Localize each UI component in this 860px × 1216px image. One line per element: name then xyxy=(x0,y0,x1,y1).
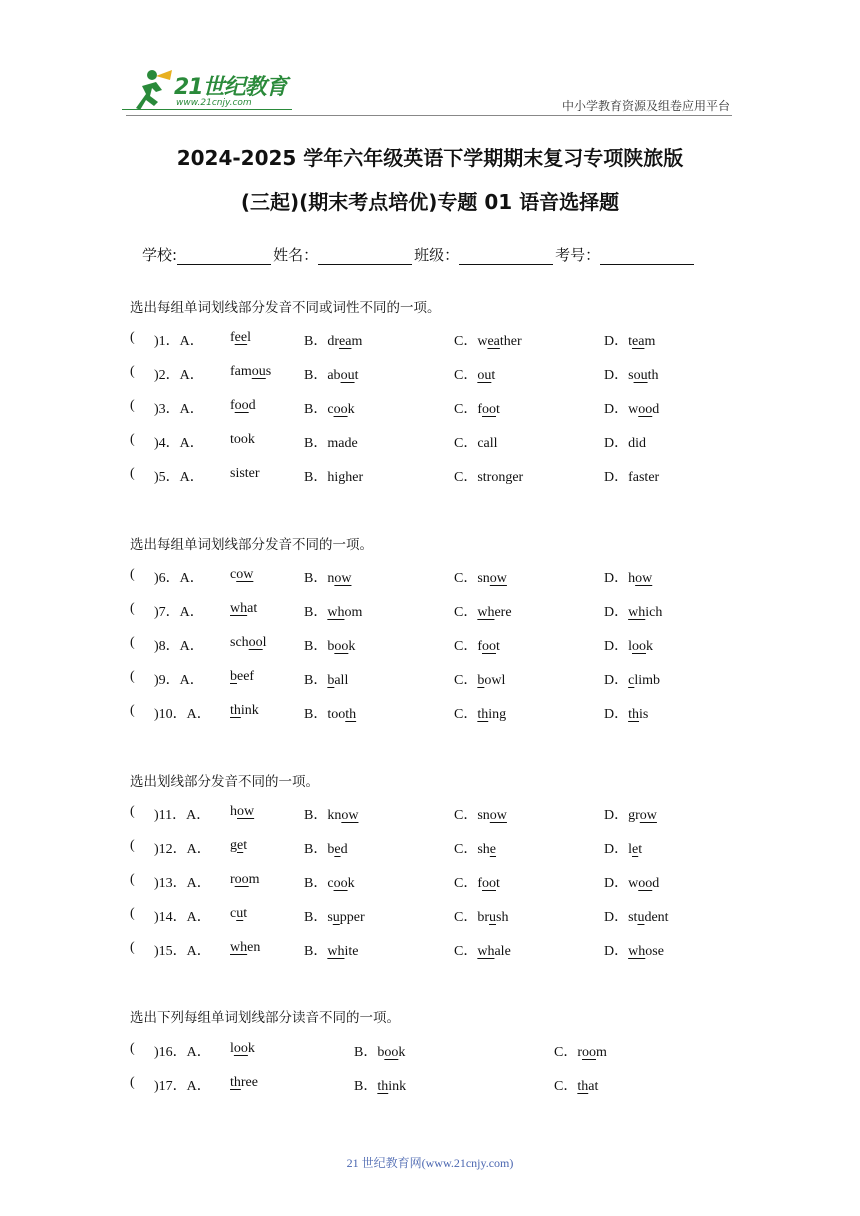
underlined-part: c xyxy=(628,673,635,688)
option-d: D．which xyxy=(604,605,663,620)
underlined-part: ow xyxy=(341,808,359,823)
underlined-part: e xyxy=(489,842,497,857)
number-field[interactable] xyxy=(600,248,694,265)
underlined-part: wh xyxy=(327,944,345,959)
school-label: 学校: xyxy=(142,246,178,264)
answer-paren[interactable]: ( xyxy=(130,364,135,379)
underlined-part: oo xyxy=(333,402,348,417)
underlined-part: ea xyxy=(339,334,352,349)
answer-paren[interactable]: ( xyxy=(130,466,135,481)
underlined-part: u xyxy=(332,910,340,925)
option-a: school xyxy=(230,635,267,650)
underlined-part: u xyxy=(637,910,645,925)
underlined-part: oo xyxy=(333,876,348,891)
option-a: think xyxy=(230,703,259,718)
option-b: B．tooth xyxy=(304,707,357,722)
underlined-part: b xyxy=(477,673,485,688)
underlined-part: wh xyxy=(327,605,345,620)
answer-paren[interactable]: ( xyxy=(130,669,135,684)
underlined-part: ou xyxy=(251,364,266,379)
underlined-part: wh xyxy=(230,601,248,616)
option-a: get xyxy=(230,838,248,853)
option-a: sister xyxy=(230,466,260,481)
option-c: C．whale xyxy=(454,944,511,959)
underlined-part: oo xyxy=(233,1041,248,1056)
underlined-part: e xyxy=(334,842,341,857)
option-b: B．white xyxy=(304,944,359,959)
option-b: B．whom xyxy=(304,605,363,620)
underlined-part: oo xyxy=(384,1045,399,1060)
option-a: food xyxy=(230,398,256,413)
underlined-part: ow xyxy=(635,571,653,586)
logo-url: www.21cnjy.com xyxy=(176,98,252,108)
underlined-part: oo xyxy=(638,876,653,891)
option-b: B．cook xyxy=(304,876,355,891)
option-b: B．higher xyxy=(304,470,364,485)
section-1-instruction: 选出每组单词划线部分发音不同或词性不同的一项。 xyxy=(130,300,441,316)
underlined-part: ow xyxy=(489,808,507,823)
underlined-part: oo xyxy=(582,1045,596,1060)
option-c: C．out xyxy=(454,368,496,383)
option-a: what xyxy=(230,601,258,616)
question-number: )11．A． xyxy=(154,808,211,823)
underlined-part: wh xyxy=(477,944,495,959)
option-c: C．foot xyxy=(454,402,500,417)
option-c: C．where xyxy=(454,605,512,620)
underlined-part: wh xyxy=(628,944,646,959)
question-number: )12．A． xyxy=(154,842,211,857)
question-number: )7．A． xyxy=(154,605,204,620)
option-b: B．about xyxy=(304,368,359,383)
header-divider xyxy=(126,115,732,116)
option-d: D．did xyxy=(604,436,646,451)
option-d: D．student xyxy=(604,910,669,925)
answer-paren[interactable]: ( xyxy=(130,872,135,887)
question-number: )2．A． xyxy=(154,368,204,383)
underlined-part: ea xyxy=(487,334,500,349)
answer-paren[interactable]: ( xyxy=(130,940,135,955)
option-d: D．whose xyxy=(604,944,664,959)
option-d: D．south xyxy=(604,368,659,383)
underlined-part: th xyxy=(628,707,640,722)
option-b: B．think xyxy=(354,1079,407,1094)
answer-paren[interactable]: ( xyxy=(130,330,135,345)
answer-paren[interactable]: ( xyxy=(130,1075,135,1090)
answer-paren[interactable]: ( xyxy=(130,838,135,853)
option-a: three xyxy=(230,1075,258,1090)
underlined-part: b xyxy=(327,673,335,688)
option-a: room xyxy=(230,872,260,887)
underlined-part: oo xyxy=(482,402,496,417)
option-c: C．that xyxy=(554,1079,599,1094)
question-number: )14．A． xyxy=(154,910,211,925)
option-c: C．call xyxy=(454,436,498,451)
question-number: )5．A． xyxy=(154,470,204,485)
option-a: feel xyxy=(230,330,251,345)
underlined-part: oo xyxy=(482,639,496,654)
option-c: C．weather xyxy=(454,334,522,349)
option-c: C．bowl xyxy=(454,673,506,688)
underlined-part: ow xyxy=(236,567,254,582)
answer-paren[interactable]: ( xyxy=(130,703,135,718)
underlined-part: oo xyxy=(482,876,496,891)
logo-underline xyxy=(122,109,292,110)
option-a: beef xyxy=(230,669,255,684)
underlined-part: th xyxy=(345,707,357,722)
question-number: )16．A． xyxy=(154,1045,211,1060)
class-label: 班级： xyxy=(414,246,460,264)
option-b: B．supper xyxy=(304,910,365,925)
underlined-part: th xyxy=(377,1079,389,1094)
name-field[interactable] xyxy=(318,248,412,265)
question-number: )8．A． xyxy=(154,639,204,654)
answer-paren[interactable]: ( xyxy=(130,601,135,616)
question-number: )6．A． xyxy=(154,571,204,586)
underlined-part: u xyxy=(489,910,496,925)
underlined-part: oo xyxy=(234,398,249,413)
option-c: C．brush xyxy=(454,910,509,925)
underlined-part: u xyxy=(236,906,244,921)
underlined-part: th xyxy=(577,1079,589,1094)
underlined-part: ea xyxy=(632,334,645,349)
option-a: look xyxy=(230,1041,255,1056)
question-number: )10．A． xyxy=(154,707,211,722)
school-field[interactable] xyxy=(177,248,271,265)
question-number: )17．A． xyxy=(154,1079,211,1094)
option-d: D．this xyxy=(604,707,649,722)
option-d: D．let xyxy=(604,842,643,857)
runner-logo-icon xyxy=(122,68,174,112)
logo xyxy=(122,68,292,116)
question-number: )4．A． xyxy=(154,436,204,451)
answer-paren[interactable]: ( xyxy=(130,398,135,413)
option-b: B．book xyxy=(304,639,356,654)
option-b: B．cook xyxy=(304,402,355,417)
underlined-part: ee xyxy=(234,330,248,345)
option-d: D．climb xyxy=(604,673,661,688)
option-d: D．faster xyxy=(604,470,660,485)
underlined-part: ow xyxy=(489,571,507,586)
answer-paren[interactable]: ( xyxy=(130,567,135,582)
option-c: C．snow xyxy=(454,571,507,586)
option-c: C．room xyxy=(554,1045,607,1060)
underlined-part: oo xyxy=(632,639,646,654)
option-d: D．look xyxy=(604,639,653,654)
page-header xyxy=(0,0,860,120)
section-4-instruction: 选出下列每组单词划线部分读音不同的一项。 xyxy=(130,1010,400,1026)
underlined-part: wh xyxy=(628,605,646,620)
option-b: B．book xyxy=(354,1045,406,1060)
option-b: B．now xyxy=(304,571,352,586)
student-info xyxy=(142,244,696,265)
underlined-part: th xyxy=(477,707,489,722)
section-2-instruction: 选出每组单词划线部分发音不同的一项。 xyxy=(130,537,373,553)
option-b: B．know xyxy=(304,808,359,823)
class-field[interactable] xyxy=(459,248,553,265)
underlined-part: oo xyxy=(234,872,249,887)
underlined-part: ou xyxy=(340,368,355,383)
underlined-part: ou xyxy=(477,368,492,383)
question-number: )13．A． xyxy=(154,876,211,891)
answer-paren[interactable]: ( xyxy=(130,635,135,650)
option-c: C．foot xyxy=(454,876,500,891)
option-d: D．how xyxy=(604,571,653,586)
title-line-1: 2024-2025 学年六年级英语下学期期末复习专项陕旅版 xyxy=(176,146,684,170)
question-number: )1．A． xyxy=(154,334,204,349)
underlined-part: wh xyxy=(230,940,248,955)
underlined-part: oo xyxy=(248,635,263,650)
underlined-part: e xyxy=(237,838,244,853)
option-b: B．dream xyxy=(304,334,363,349)
option-b: B．made xyxy=(304,436,358,451)
underlined-part: oo xyxy=(334,639,349,654)
option-c: C．thing xyxy=(454,707,507,722)
answer-paren[interactable]: ( xyxy=(130,804,135,819)
option-d: D．wood xyxy=(604,402,660,417)
underlined-part: th xyxy=(230,1075,241,1090)
underlined-part: e xyxy=(632,842,639,857)
underlined-part: ow xyxy=(237,804,255,819)
underlined-part: th xyxy=(230,703,241,718)
answer-paren[interactable]: ( xyxy=(130,432,135,447)
question-number: )9．A． xyxy=(154,673,204,688)
underlined-part: b xyxy=(230,669,237,684)
option-c: C．foot xyxy=(454,639,500,654)
underlined-part: oo xyxy=(638,402,653,417)
section-3-instruction: 选出划线部分发音不同的一项。 xyxy=(130,774,319,790)
option-b: B．bed xyxy=(304,842,348,857)
platform-label: 中小学教育资源及组卷应用平台 xyxy=(561,99,730,113)
name-label: 姓名： xyxy=(273,246,319,264)
underlined-part: wh xyxy=(477,605,495,620)
option-a: cow xyxy=(230,567,254,582)
underlined-part: ow xyxy=(639,808,657,823)
footer-source: 21 世纪教育网(www.21cnjy.com) xyxy=(346,1156,514,1170)
option-d: D．wood xyxy=(604,876,660,891)
logo-text: 21世纪教育 xyxy=(174,75,287,100)
option-a: how xyxy=(230,804,255,819)
underlined-part: ou xyxy=(633,368,648,383)
option-a: famous xyxy=(230,364,272,379)
answer-paren[interactable]: ( xyxy=(130,1041,135,1056)
underlined-part: ow xyxy=(334,571,352,586)
option-c: C．stronger xyxy=(454,470,524,485)
option-a: took xyxy=(230,432,255,447)
answer-paren[interactable]: ( xyxy=(130,906,135,921)
option-d: D．grow xyxy=(604,808,657,823)
option-b: B．ball xyxy=(304,673,349,688)
option-a: cut xyxy=(230,906,248,921)
question-number: )15．A． xyxy=(154,944,211,959)
option-a: when xyxy=(230,940,261,955)
option-d: D．team xyxy=(604,334,656,349)
option-c: C．snow xyxy=(454,808,507,823)
number-label: 考号： xyxy=(555,246,601,264)
title-line-2: (三起)(期末考点培优)专题 01 语音选择题 xyxy=(240,190,620,214)
question-number: )3．A． xyxy=(154,402,204,417)
option-c: C．she xyxy=(454,842,497,857)
